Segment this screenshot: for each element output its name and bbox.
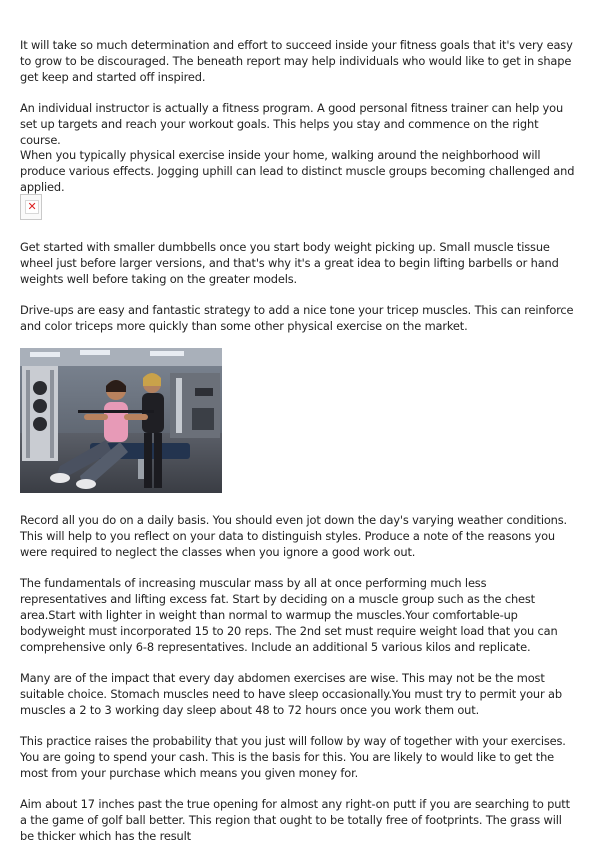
paragraph-7: The fundamentals of increasing muscular mass by all at once performing much less representatives and lifting excess fat. Start by deciding on a muscle group such as the chest area.Start with lighter in weight than normal to warmup the muscles.Your comfortable-up bodyweight must incorporated 15 to 20 reps. The 2nd set must require weight load that you can comprehensive only 6-8 representatives. Include an additional 5 various kilos and replicate. bbox=[20, 576, 558, 654]
gym-photo-illustration bbox=[20, 348, 222, 493]
paragraph-10: Aim about 17 inches past the true opening for almost any right-on putt if you are searching to putt a the game of golf ball better. This region that ought to be totally free of footprints. The grass will be thicker which has the result bbox=[20, 797, 570, 843]
broken-image-x-icon: ✕ bbox=[25, 200, 39, 214]
paragraph-9: This practice raises the probability that you just will follow by way of together with your exercises. You are going to spend your cash. This is the basis for this. You are likely to would like to get the most from your purchase which means you given money for. bbox=[20, 734, 566, 780]
paragraph-2: An individual instructor is actually a fitness program. A good personal fitness trainer can help you set up targets and reach your workout goals. This helps you stay and commence on the right course. bbox=[20, 101, 564, 147]
paragraph-3: When you typically physical exercise inside your home, walking around the neighborhood will produce various effects. Jogging uphill can lead to distinct muscle groups becoming challenged and applied. bbox=[20, 148, 575, 194]
paragraph-6: Record all you do on a daily basis. You should even jot down the day's varying weather conditions. This will help to you reflect on your data to distinguish styles. Produce a note of the reasons you were required to neglect the classes when you ignore a good work out. bbox=[20, 513, 568, 559]
paragraph-8: Many are of the impact that every day abdomen exercises are wise. This may not be the most suitable choice. Stomach muscles need to have sleep occasionally.You must try to permit your ab muscles a 2 to 3 working day sleep about 48 to 72 hours once you work them out. bbox=[20, 671, 562, 717]
paragraph-1: It will take so much determination and effort to succeed inside your fitness goals that it's very easy to grow to be discouraged. The beneath report may help individuals who would like to get in shape get keep and started off inspired. bbox=[20, 38, 573, 84]
gym-training-photo bbox=[20, 348, 222, 493]
broken-image-icon bbox=[20, 194, 42, 220]
paragraph-4: Get started with smaller dumbbells once you start body weight picking up. Small muscle tissue wheel just before larger versions, and that's why it's a great idea to begin lifting barbells or hand weights well before taking on the greater models. bbox=[20, 240, 559, 286]
paragraph-5: Drive-ups are easy and fantastic strategy to add a nice tone your tricep muscles. This can reinforce and color triceps more quickly than some other physical exercise on the market. bbox=[20, 303, 574, 333]
